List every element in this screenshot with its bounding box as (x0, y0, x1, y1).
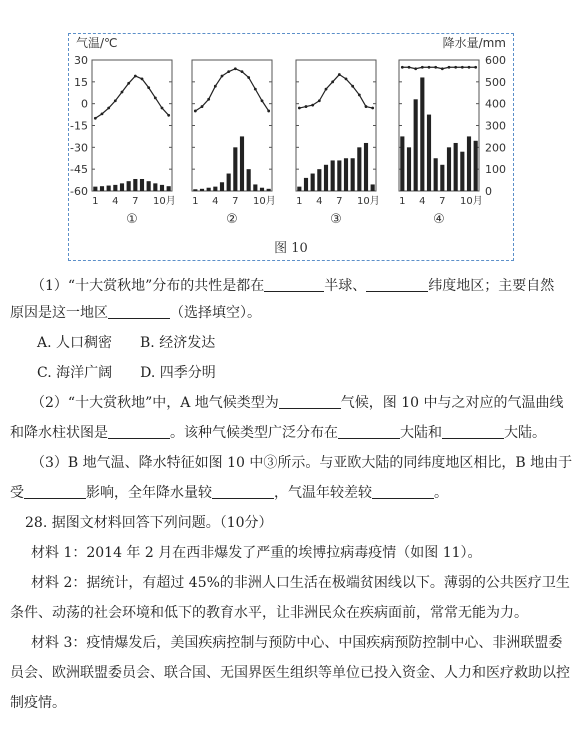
temperature-point (461, 66, 464, 69)
answer-blank[interactable] (212, 484, 274, 499)
month-tick-label: 7 (336, 196, 343, 207)
precip-tick-label: 600 (485, 54, 506, 67)
q1-text: （选择填空）。 (170, 305, 261, 321)
month-tick-label: 10月 (460, 196, 483, 207)
precip-tick-label: 200 (485, 141, 506, 155)
precip-bar (407, 147, 411, 191)
precip-bar (213, 187, 217, 191)
material-2-text: 材料 2：据统计，有超过 45%的非洲人口生活在极端贫困线以下。薄弱的公共医疗卫生 (31, 575, 570, 591)
temperature-point (241, 70, 244, 73)
temperature-point (434, 66, 437, 69)
temperature-point (441, 67, 444, 70)
temp-tick-label: -15 (70, 119, 88, 133)
q3-text: 影响，全年降水量较 (86, 485, 212, 501)
precip-bar (467, 136, 471, 191)
temperature-point (428, 66, 431, 69)
precip-bar (147, 181, 151, 191)
temperature-point (234, 67, 237, 70)
month-tick-label: 10月 (253, 196, 276, 207)
temperature-point (358, 94, 361, 97)
option-c: C. 海洋广阔 (37, 365, 113, 381)
temperature-point (247, 76, 250, 79)
precip-bar (133, 179, 137, 191)
material-2-line2 (0, 603, 582, 623)
temperature-point (318, 99, 321, 102)
precip-bar (253, 184, 257, 191)
answer-blank[interactable] (338, 424, 400, 439)
answer-blank[interactable] (108, 424, 170, 439)
answer-blank[interactable] (264, 277, 324, 292)
precip-bar (140, 179, 144, 191)
precip-bar (434, 158, 438, 191)
material-3-text: 制疫情。 (10, 695, 66, 711)
temperature-point (107, 107, 110, 110)
precip-bar (153, 183, 157, 191)
temperature-point (345, 78, 348, 81)
temperature-point (134, 75, 137, 78)
precip-bar (227, 174, 231, 191)
temperature-point (298, 107, 301, 110)
temperature-point (331, 80, 334, 83)
answer-blank[interactable] (442, 424, 504, 439)
temperature-point (194, 110, 197, 113)
panel-label: ① (126, 212, 138, 227)
material-3-text: 材料 3：疫情爆发后，美国疾病控制与预防中心、中国疾病预防控制中心、非洲联盟委 (31, 635, 563, 651)
q1-text: 原因是这一地区 (10, 305, 108, 321)
temperature-point (305, 105, 308, 108)
precip-bar (420, 77, 424, 191)
precip-bar (93, 187, 97, 191)
month-tick-label: 7 (232, 196, 239, 207)
temperature-point (474, 66, 477, 69)
q1-text: 纬度地区；主要自然 (428, 278, 555, 294)
temperature-curve (299, 75, 372, 108)
q3-text: 。 (434, 485, 448, 501)
temperature-point (127, 82, 130, 85)
precip-bar (207, 188, 211, 191)
precip-tick-label: 0 (485, 185, 492, 198)
month-tick-label: 1 (92, 196, 99, 207)
month-tick-label: 1 (192, 196, 199, 207)
temperature-point (408, 66, 411, 69)
q28-title-text: 28. 据图文材料回答下列问题。（10分） (25, 515, 273, 531)
q3-text: 受 (10, 485, 24, 501)
q2-line1 (0, 393, 582, 413)
precip-bar (311, 174, 315, 191)
material-2-text: 条件、动荡的社会环境和低下的教育水平，让非洲民众在疾病面前，常常无能为力。 (10, 605, 528, 621)
temperature-point (154, 96, 157, 99)
precip-bar (344, 158, 348, 191)
precip-bar (331, 160, 335, 191)
q3-text: （3）B 地气温、降水特征如图 10 中③所示。与亚欧大陆的同纬度地区相比，B 地由于 (31, 455, 573, 471)
temperature-point (167, 114, 170, 117)
material-3-text: 员会、欧洲联盟委员会、联合国、无国界医生组织等单位已投入资金、人力和医疗救助以控 (10, 665, 570, 681)
temperature-point (338, 73, 341, 76)
precip-bar (357, 147, 361, 191)
temperature-point (414, 67, 417, 70)
q1-line1 (0, 276, 582, 296)
answer-blank[interactable] (372, 484, 434, 499)
temperature-point (201, 105, 204, 108)
precip-bar (364, 143, 368, 191)
answer-blank[interactable] (108, 304, 170, 319)
precip-bar (167, 186, 171, 191)
temp-axis-label: 气温/℃ (76, 36, 118, 50)
temperature-point (325, 88, 328, 91)
q2-text: 气候，图 10 中与之对应的气温曲线 (340, 395, 564, 411)
temperature-point (267, 110, 270, 113)
temperature-point (114, 99, 117, 102)
temperature-curve (195, 69, 268, 111)
panel-label: ③ (330, 212, 342, 227)
temperature-point (221, 75, 224, 78)
temp-tick-label: -45 (70, 163, 88, 177)
temp-tick-label: 0 (81, 97, 88, 111)
q1-text: （1）“十大赏秋地”分布的共性是都在 (31, 278, 265, 294)
temperature-point (207, 98, 210, 101)
month-tick-label: 4 (316, 196, 323, 207)
option-d: D. 四季分明 (140, 365, 216, 381)
month-tick-label: 7 (439, 196, 446, 207)
answer-blank[interactable] (24, 484, 86, 499)
panel-label: ④ (433, 212, 445, 227)
temperature-point (311, 104, 314, 107)
q3-line1 (0, 453, 582, 473)
panel-label: ② (226, 212, 238, 227)
month-tick-label: 10月 (357, 196, 380, 207)
temperature-curve (402, 67, 475, 68)
month-tick-label: 10月 (153, 196, 176, 207)
precip-bar (247, 169, 251, 191)
month-tick-label: 1 (296, 196, 303, 207)
precip-bar (120, 183, 124, 191)
temperature-point (351, 85, 354, 88)
precip-bar (127, 181, 131, 191)
temperature-point (214, 85, 217, 88)
month-tick-label: 4 (212, 196, 219, 207)
material-3-line1 (0, 633, 582, 653)
precip-bar (440, 165, 444, 191)
option-b: B. 经济发达 (140, 335, 216, 351)
material-1 (0, 543, 582, 563)
precip-bar (267, 189, 271, 191)
precip-bar (351, 158, 355, 191)
temp-tick-label: -30 (70, 141, 88, 155)
precip-bar (447, 147, 451, 191)
precip-tick-label: 400 (485, 97, 506, 111)
month-tick-label: 7 (132, 196, 139, 207)
precip-tick-label: 500 (485, 75, 506, 89)
precip-bar (304, 178, 308, 191)
temperature-point (448, 66, 451, 69)
precip-bar (454, 143, 458, 191)
precip-bar (474, 141, 478, 191)
temperature-curve (95, 76, 168, 118)
answer-blank[interactable] (279, 394, 341, 409)
precip-bar (297, 187, 301, 191)
q2-text: 大陆。 (504, 425, 546, 441)
panel-frame (192, 60, 272, 191)
temperature-point (121, 91, 124, 94)
precip-bar (233, 147, 237, 191)
temperature-point (101, 112, 104, 115)
material-3-line3 (0, 693, 582, 713)
q2-text: 大陆和 (400, 425, 442, 441)
temp-tick-label: 30 (74, 54, 88, 67)
precip-bar (317, 169, 321, 191)
precip-bar (414, 99, 418, 191)
precip-bar (260, 188, 264, 191)
precip-bar (100, 186, 104, 191)
precip-tick-label: 300 (485, 119, 506, 133)
temperature-point (365, 105, 368, 108)
temperature-point (371, 107, 374, 110)
q1-line2 (0, 303, 582, 323)
q28-title (0, 513, 582, 533)
temperature-point (261, 99, 264, 102)
month-tick-label: 4 (419, 196, 426, 207)
precip-bar (200, 189, 204, 191)
q2-text: 和降水柱状图是 (10, 425, 108, 441)
material-1-text: 材料 1：2014 年 2 月在西非爆发了严重的埃博拉病毒疫情（如图 11）。 (31, 545, 482, 561)
q1-text: 半球、 (324, 278, 367, 294)
answer-blank[interactable] (366, 277, 428, 292)
q3-line2 (0, 483, 582, 503)
temperature-point (254, 88, 257, 91)
precip-bar (460, 152, 464, 191)
temperature-point (227, 70, 230, 73)
precip-bar (427, 115, 431, 191)
temperature-point (421, 66, 424, 69)
month-tick-label: 1 (399, 196, 406, 207)
temp-tick-label: 15 (74, 75, 88, 89)
temperature-point (161, 107, 164, 110)
q1-options-row1 (0, 333, 582, 353)
precip-bar (324, 165, 328, 191)
precip-bar (240, 136, 244, 191)
temperature-point (454, 66, 457, 69)
precip-bar (400, 136, 404, 191)
q3-text: ，气温年较差较 (274, 485, 372, 501)
q2-text: （2）“十大赏秋地”中，A 地气候类型为 (31, 395, 279, 411)
temperature-point (468, 66, 471, 69)
precip-bar (193, 189, 197, 191)
charts-layer (70, 54, 506, 227)
temperature-point (94, 117, 97, 120)
temperature-point (147, 86, 150, 89)
precip-tick-label: 100 (485, 163, 506, 177)
temperature-point (401, 66, 404, 69)
precip-bar (371, 184, 375, 191)
q2-text: 。该种气候类型广泛分布在 (170, 425, 338, 441)
temp-tick-label: -60 (70, 185, 88, 198)
precip-bar (160, 185, 164, 191)
precip-bar (337, 160, 341, 191)
q2-line2 (0, 423, 582, 443)
climate-charts-figure (68, 33, 514, 261)
month-tick-label: 4 (112, 196, 119, 207)
precip-bar (220, 182, 224, 191)
temperature-point (141, 78, 144, 81)
figure-caption: 图 10 (274, 241, 308, 256)
q1-options-row2 (0, 363, 582, 383)
precip-bar (107, 186, 111, 191)
material-3-line2 (0, 663, 582, 683)
precip-axis-label: 降水量/mm (442, 36, 506, 50)
option-a: A. 人口稠密 (37, 335, 113, 351)
material-2-line1 (0, 573, 582, 593)
precip-bar (113, 185, 117, 191)
